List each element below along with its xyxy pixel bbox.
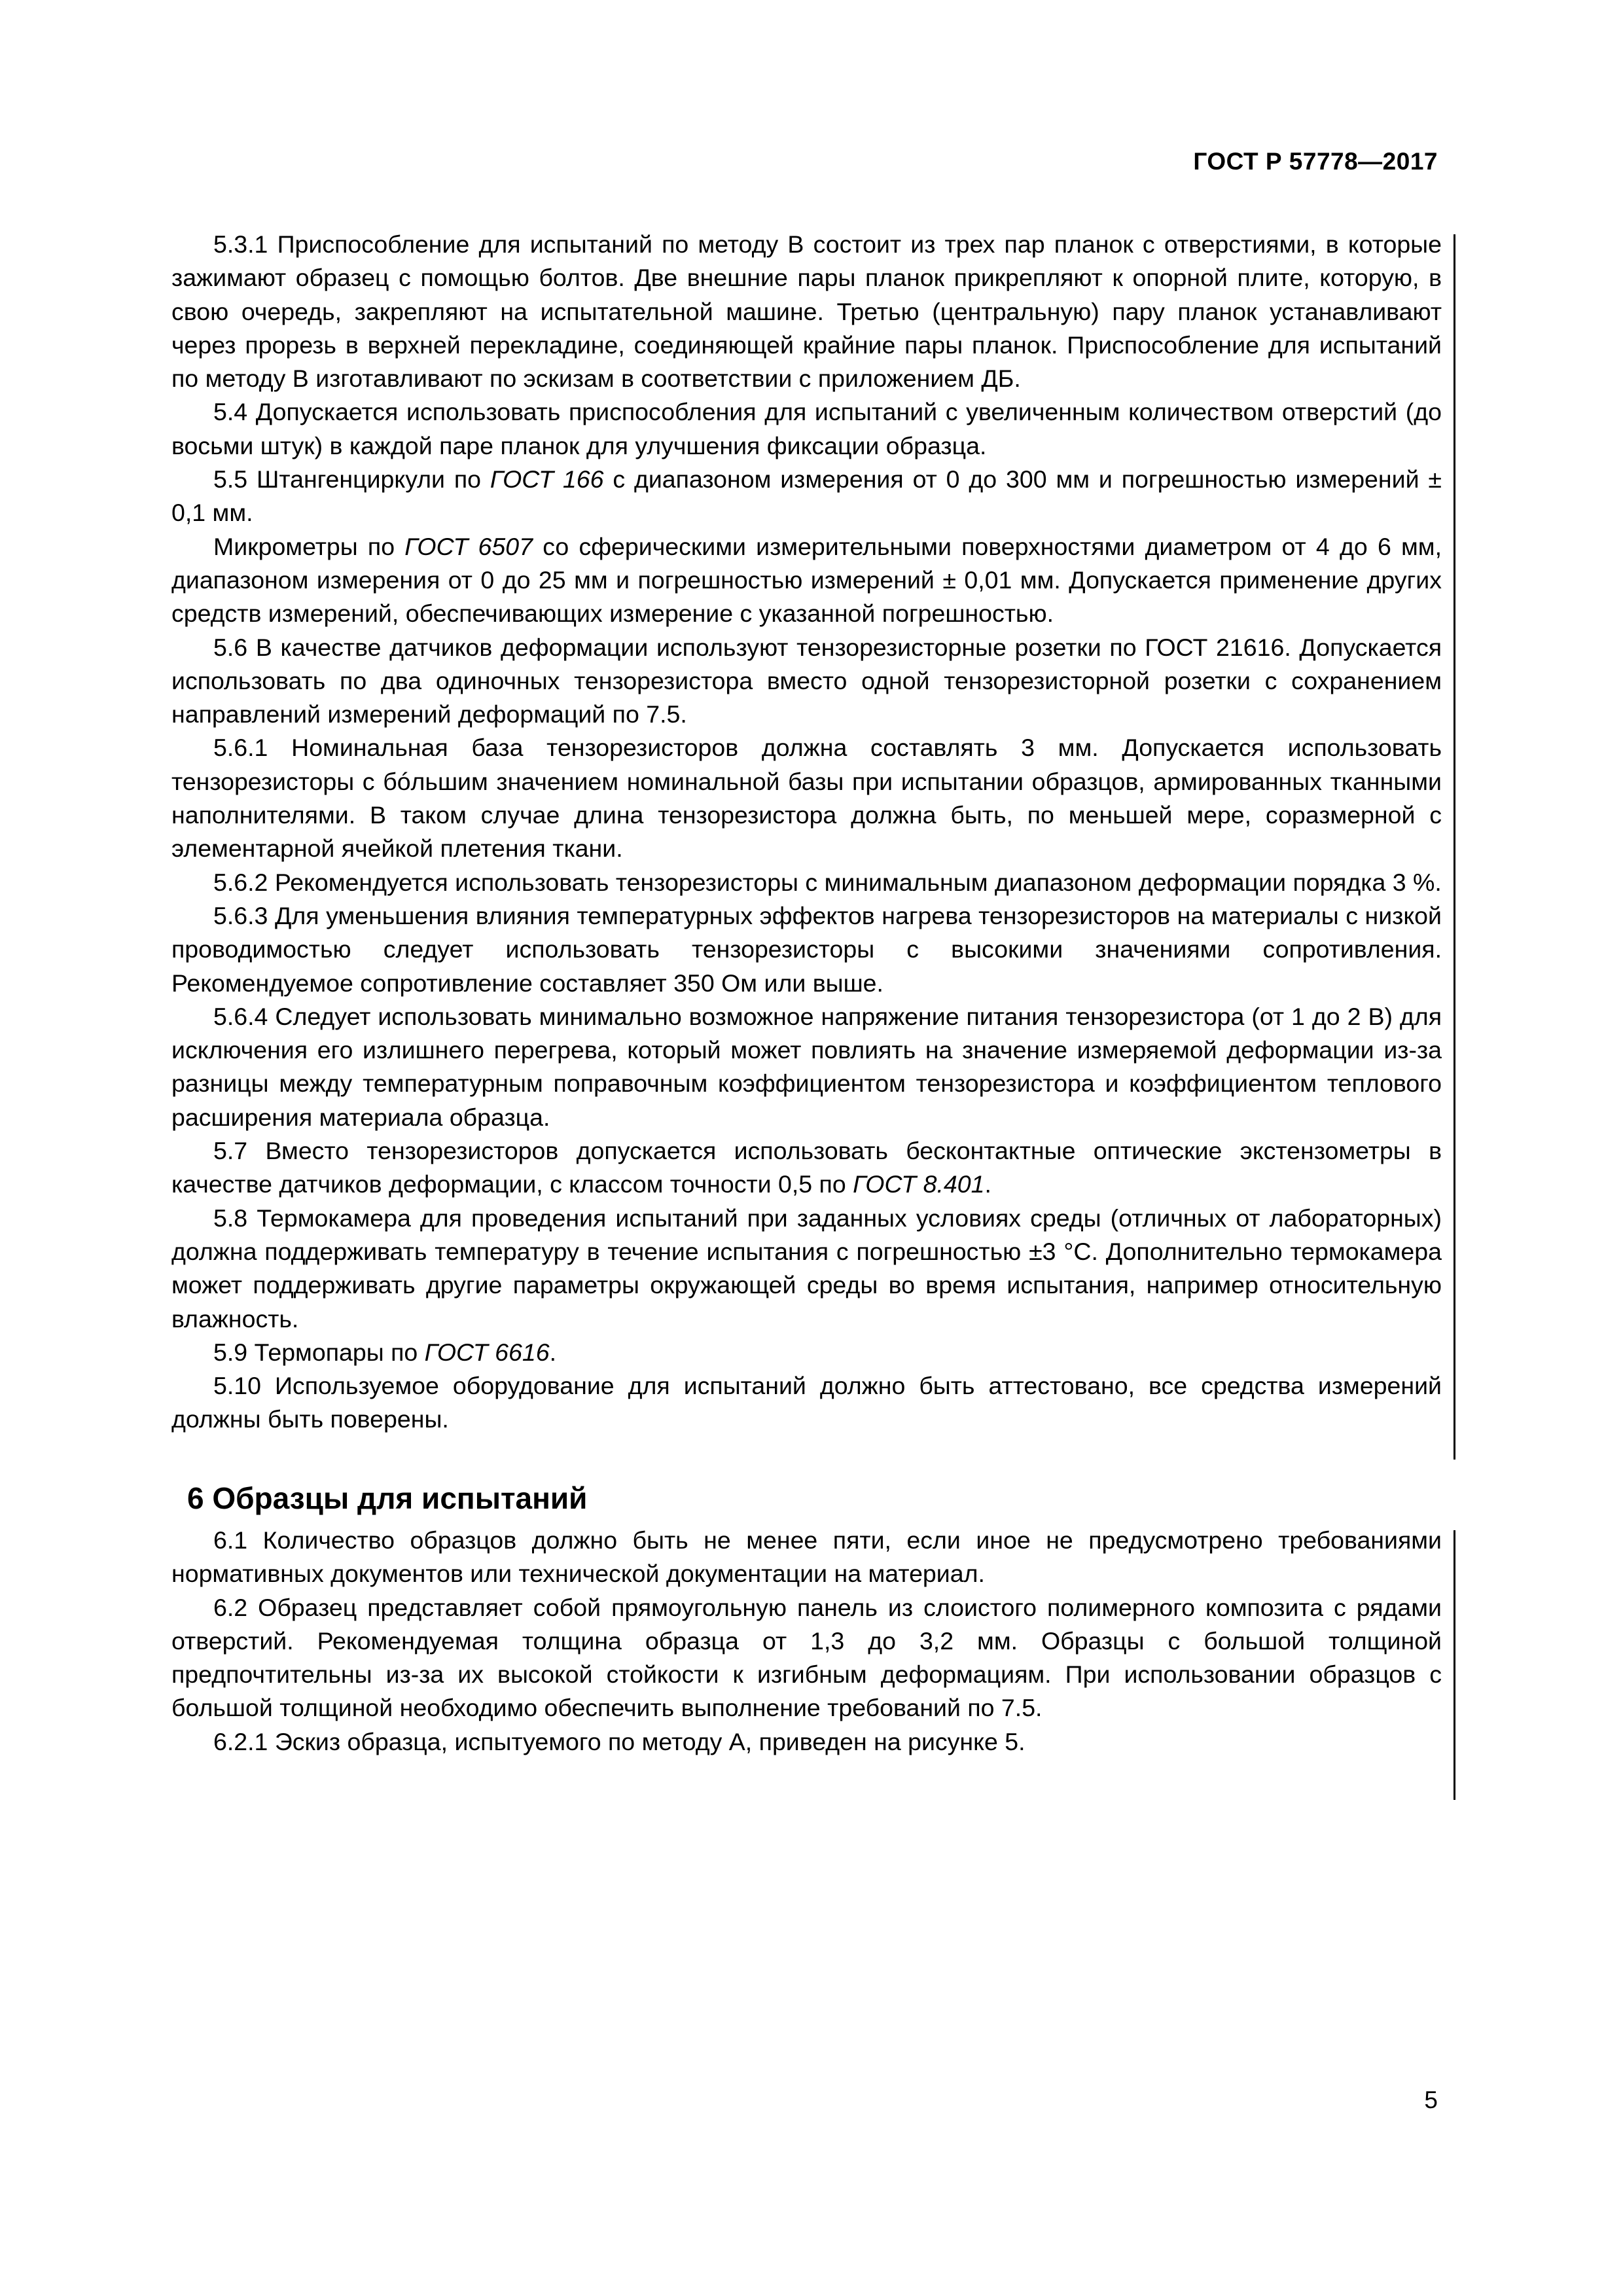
paragraph-text: . [549,1338,556,1366]
paragraph-5-9 [171,1336,1442,1369]
page-number: 5 [1424,2087,1438,2113]
revision-bar [1454,1530,1455,1800]
paragraph-5-5-micrometers [171,530,1442,631]
paragraph-text: со сферическими измерительными поверхностями диаметром от 4 до 6 мм, диапазоном измерения от 0 до 25 мм и погрешностью измерений ± 0,01 мм. Допускается применение других средств измерений, обеспечивающих измерение с указанной погрешностью. [171,532,1442,628]
section-5-body [171,228,1442,1437]
paragraph-5-6-2: 5.6.2 Рекомендуется использовать тензорезисторы с минимальным диапазоном деформации порядка 3 %. [213,868,1442,896]
paragraph-text: Микрометры по [213,532,405,560]
paragraph-text: 5.5 Штангенциркули по [213,465,490,493]
paragraph-5-6-4: 5.6.4 Следует использовать минимально возможное напряжение питания тензорезистора (от 1 до 2 В) для исключения его излишнего перегрева, который может повлиять на значение измеряемой деформации из-за разницы между температурным поправочным коэффициентом тензорезистора и коэффициентом теплового расширения материала образца. [171,1002,1442,1131]
paragraph-5-3-1: 5.3.1 Приспособление для испытаний по методу В состоит из трех пар планок с отверстиями, в которые зажимают образец с помощью болтов. Две внешние пары планок прикрепляют к опорной плите, которую, в свою очередь, закрепляют на испытательной машине. Третью (центральную) пару планок устанавливают через прорезь в верхней перекладине, соединяющей крайние пары планок. Приспособление для испытаний по методу В изготавливают по эскизам в соответствии с приложением ДБ. [171,230,1442,393]
paragraph-6-2: 6.2 Образец представляет собой прямоугольную панель из слоистого полимерного композита с рядами отверстий. Рекомендуемая толщина образца от 1,3 до 3,2 мм. Образцы с большой толщиной предпочтительны из-за их высокой стойкости к изгибным деформациям. При использовании образцов с большой толщиной необходимо обеспечить выполнение требований по 7.5. [171,1593,1442,1722]
paragraph-5-6-3: 5.6.3 Для уменьшения влияния температурных эффектов нагрева тензорезисторов на материалы с низкой проводимостью следует использовать тензорезисторы с высокими значениями сопротивления. Рекомендуемое сопротивление составляет 350 Ом или выше. [171,901,1442,997]
standard-reference: ГОСТ 6616 [424,1338,550,1366]
section-6-title: 6 Образцы для испытаний [187,1481,588,1515]
paragraph-6-2-1: 6.2.1 Эскиз образца, испытуемого по методу А, приведен на рисунке 5. [213,1727,1026,1755]
paragraph-text: с диапазоном измерения от 0 до 300 мм и погрешностью измерений ± 0,1 мм. [171,465,1442,527]
section-6-body [171,1524,1442,1759]
paragraph-text: 5.9 Термопары по [213,1338,425,1366]
paragraph-text: 5.7 Вместо тензорезисторов допускается использовать бесконтактные оптические экстензометры в качестве датчиков деформации, с классом точности 0,5 по [171,1137,1442,1198]
paragraph-5-6: 5.6 В качестве датчиков деформации используют тензорезисторные розетки по ГОСТ 21616. Допускается использовать по два одиночных тензорезистора вместо одной тензорезисторной розетки с сохранением направлений измерений деформаций по 7.5. [171,633,1442,728]
standard-reference: ГОСТ 8.401 [853,1170,985,1198]
standard-reference: ГОСТ 6507 [404,532,533,560]
paragraph-5-6-1: 5.6.1 Номинальная база тензорезисторов должна составлять 3 мм. Допускается использовать тензорезисторы с бóльшим значением номинальной базы при испытании образцов, армированных тканными наполнителями. В таком случае длина тензорезистора должна быть, по меньшей мере, соразмерной с элементарной ячейкой плетения ткани. [171,734,1442,863]
paragraph-5-10: 5.10 Используемое оборудование для испытаний должно быть аттестовано, все средства измерений должны быть поверены. [171,1372,1442,1433]
document-code-header: ГОСТ Р 57778—2017 [1193,148,1438,175]
paragraph-5-4: 5.4 Допускается использовать приспособления для испытаний с увеличенным количеством отверстий (до восьми штук) в каждой паре планок для улучшения фиксации образца. [171,398,1442,459]
standard-reference: ГОСТ 166 [490,465,604,493]
paragraph-5-8: 5.8 Термокамера для проведения испытаний при заданных условиях среды (отличных от лабораторных) должна поддерживать температуру в течение испытания с погрешностью ±3 °С. Дополнительно термокамера может поддерживать другие параметры окружающей среды во время испытания, например относительную влажность. [171,1204,1442,1333]
paragraph-text: . [984,1170,991,1198]
revision-bar [1454,234,1455,1460]
paragraph-5-7 [171,1134,1442,1202]
paragraph-5-5 [171,463,1442,530]
paragraph-6-1: 6.1 Количество образцов должно быть не менее пяти, если иное не предусмотрено требованиями нормативных документов или технической документации на материал. [171,1526,1442,1588]
